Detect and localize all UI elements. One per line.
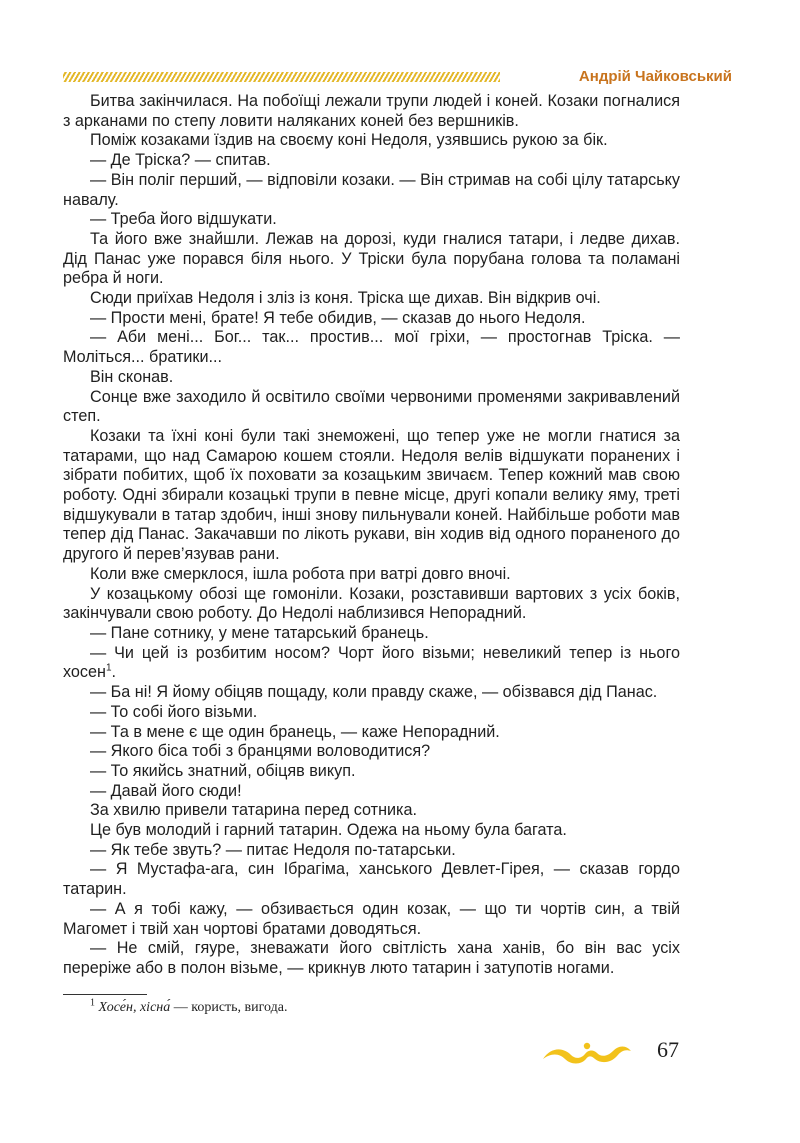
paragraph: — Не смій, гяуре, зневажати його світлість хана ханів, бо він вас усіх переріже або в полон візьме, — крикнув люто татарин і затупотів ногами. <box>63 939 680 977</box>
paragraph: Козаки та їхні коні були такі знеможені, що тепер уже не могли гнатися за татарами, що над Самарою кошем стояли. Недоля велів відшукати поранених і зібрати побитих, щоб їх поховати за козацьким звичаєм. Тепер кожний мав свою роботу. Одні збирали козацькі трупи в певне місце, другі копали велику яму, треті відшукували в татар здобич, інші знову пильнували коней. Найбільше роботи мав тепер дід Панас. Закачавши по лікоть рукави, він ходив від одного пораненого до другого й перев’язував рани. <box>63 426 680 564</box>
footnote-definition: — користь, вигода. <box>170 1000 288 1015</box>
paragraph: Сонце вже заходило й освітило своїми червоними променями закривавлений степ. <box>63 387 680 426</box>
decorative-wave-ornament-icon <box>541 1037 633 1067</box>
footnote-term: Хосе́н, хісна́ <box>98 1000 171 1015</box>
main-text <box>63 92 680 979</box>
footnote <box>90 997 288 1016</box>
paragraph: — Ба ні! Я йому обіцяв пощаду, коли правду скаже, — обізвався дід Панас. <box>90 683 658 702</box>
paragraph: — Де Тріска? — спитав. <box>90 151 271 170</box>
header-decorative-stripe <box>63 72 500 82</box>
paragraph-with-footnote <box>63 644 680 683</box>
paragraph: Поміж козаками їздив на своєму коні Недоля, узявшись рукою за бік. <box>90 131 608 150</box>
paragraph: — Він поліг перший, — відповіли козаки. — Він стримав на собі цілу татарську навалу. <box>63 170 680 209</box>
paragraph: — Прости мені, брате! Я тебе обидив, — сказав до нього Недоля. <box>90 308 586 327</box>
footnote-divider <box>63 994 147 995</box>
footnote-marker: 1 <box>105 663 112 674</box>
paragraph: — Та в мене є ще один бранець, — каже Непорадний. <box>90 722 500 741</box>
paragraph: Битва закінчилася. На побоїщі лежали трупи людей і коней. Козаки погналися з арканами по степу ловити наляканих коней без вершників. <box>63 92 680 130</box>
paragraph: Та його вже знайшли. Лежав на дорозі, куди гналися татари, і ледве дихав. Дід Панас уже порався біля нього. У Тріски була порубана голова та поламані ребра й ноги. <box>63 229 680 288</box>
paragraph: — А я тобі кажу, — обзивається один козак, — що ти чортів син, а твій Магомет і твій хан чортові братами доводяться. <box>63 899 680 938</box>
paragraph: — То якийсь знатний, обіцяв викуп. <box>90 761 356 780</box>
paragraph: У козацькому обозі ще гомоніли. Козаки, розставивши вартових з усіх боків, закінчували свою роботу. До Недолі наблизився Непорадний. <box>63 584 680 623</box>
paragraph: — Давай його сюди! <box>90 781 242 800</box>
paragraph: Він сконав. <box>90 367 174 386</box>
paragraph: — Аби мені... Бог... так... простив... мої гріхи, — простогнав Тріска. — Моліться... братики... <box>63 328 680 367</box>
paragraph: — Як тебе звуть? — питає Недоля по-татарськи. <box>90 840 456 859</box>
paragraph-text: — Чи цей із розбитим носом? Чорт його візьми; невеликий тепер із нього хосен <box>63 643 680 682</box>
paragraph-end-punctuation: . <box>111 663 117 682</box>
paragraph: Коли вже смерклося, ішла робота при ватрі довго вночі. <box>90 564 511 583</box>
paragraph: За хвилю привели татарина перед сотника. <box>90 801 417 820</box>
paragraph: — Якого біса тобі з бранцями воловодитися? <box>90 742 431 761</box>
footnote-number: 1 <box>90 997 95 1009</box>
paragraph: Це був молодий і гарний татарин. Одежа на ньому була багата. <box>90 821 567 840</box>
paragraph: Сюди приїхав Недоля і зліз із коня. Тріска ще дихав. Він відкрив очі. <box>90 289 601 308</box>
paragraph: — То собі його візьми. <box>90 702 258 721</box>
running-header-author: Андрій Чайковський <box>578 68 732 85</box>
page-number: 67 <box>657 1037 679 1062</box>
paragraph: — Пане сотнику, у мене татарський бранець. <box>90 623 429 642</box>
paragraph: — Я Мустафа-ага, син Ібрагіма, ханського Девлет-Гірея, — сказав гордо татарин. <box>63 860 680 899</box>
paragraph: — Треба його відшукати. <box>90 210 277 229</box>
